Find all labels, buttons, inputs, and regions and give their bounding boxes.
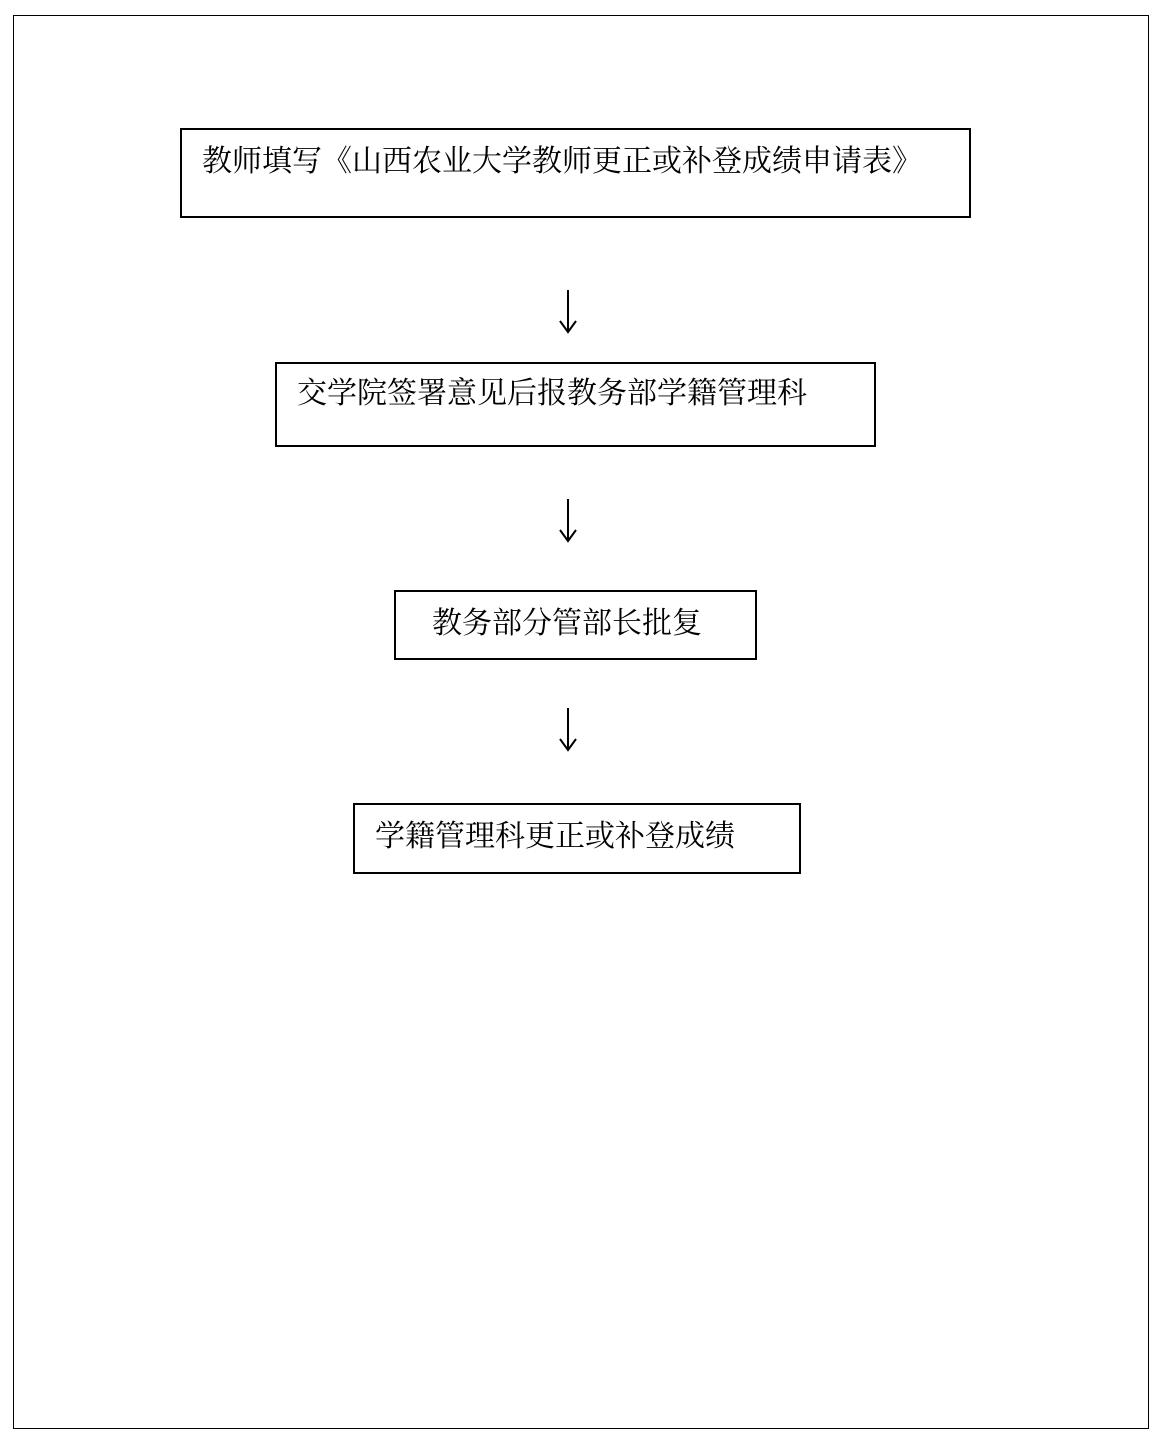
page-border: [13, 15, 1149, 1429]
flow-step-registry-correction: [353, 803, 801, 874]
flow-step-label: 教师填写《山西农业大学教师更正或补登成绩申请表》: [202, 144, 922, 179]
down-arrow-icon: [556, 497, 580, 543]
flow-step-label: 交学院签署意见后报教务部学籍管理科: [297, 376, 807, 411]
flow-step-label: 学籍管理科更正或补登成绩: [375, 819, 735, 854]
flow-step-teacher-application: [180, 128, 971, 218]
flow-step-label: 教务部分管部长批复: [432, 606, 702, 641]
down-arrow-icon: [556, 706, 580, 752]
down-arrow-icon: [556, 288, 580, 334]
flow-step-college-approval: [275, 362, 876, 447]
flow-step-minister-approval: [394, 590, 757, 660]
